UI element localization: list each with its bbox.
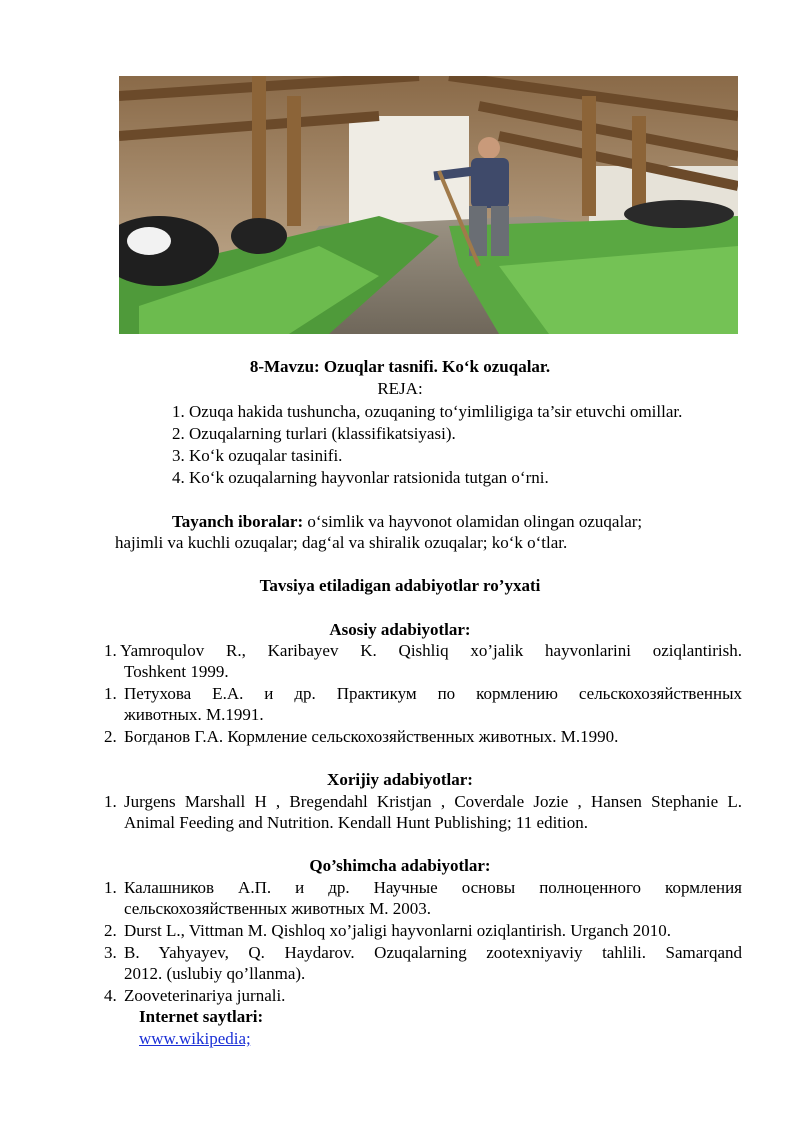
ref-text-continued: животных. М.1991. — [124, 705, 264, 724]
plan-item: 1. Ozuqa hakida tushuncha, ozuqaning to‘yimliligiga ta’sir etuvchi omillar. — [172, 402, 683, 421]
plan-item: 3. Ko‘k ozuqalar tasinifi. — [172, 446, 343, 465]
keywords-text: o‘simlik va hayvonot olamidan olingan ozuqalar; — [303, 512, 643, 531]
plan-item: 2. Ozuqalarning turlari (klassifikatsiyasi). — [172, 424, 456, 443]
ref-text: Петухова Е.А. и др. Практикум по кормлению сельскохозяйственных — [124, 684, 742, 703]
barn-photo — [119, 76, 738, 334]
ref-number: 4. — [104, 986, 117, 1005]
ref-text-continued: 2012. (uslubiy qo’llanma). — [124, 964, 306, 983]
main-refs-title: Asosiy adabiyotlar: — [329, 620, 471, 639]
wikipedia-link[interactable]: www.wikipedia; — [139, 1029, 251, 1048]
topic-title: 8-Mavzu: Ozuqlar tasnifi. Ko‘k ozuqalar. — [249, 357, 551, 376]
ref-number: 2. — [104, 727, 117, 746]
ref-text: Zooveterinariya jurnali. — [124, 986, 286, 1005]
ref-number: 3. — [104, 943, 117, 962]
ref-text: Jurgens Marshall H , Bregendahl Kristjan , Coverdale Jozie , Hansen Stephanie L. — [124, 792, 742, 811]
ref-text-continued: Toshkent 1999. — [124, 662, 229, 681]
plan-item: 4. Ko‘k ozuqalarning hayvonlar ratsionida tutgan o‘rni. — [172, 468, 549, 487]
ref-number: 1. — [104, 792, 117, 811]
ref-text: Калашников А.П. и др. Научные основы полноценного кормления — [124, 878, 742, 897]
ref-text: Богданов Г.А. Кормление сельскохозяйственных животных. М.1990. — [124, 727, 619, 746]
internet-title: Internet saytlari: — [139, 1007, 264, 1026]
foreign-refs-title: Xorijiy adabiyotlar: — [327, 770, 473, 789]
ref-text-continued: сельскохозяйственных животных М. 2003. — [124, 899, 431, 918]
keywords-text-continued: hajimli va kuchli ozuqalar; dag‘al va shiralik ozuqalar; ko‘k o‘tlar. — [115, 533, 568, 552]
ref-text: Durst L., Vittman M. Qishloq xo’jaligi hayvonlarni oziqlantirish. Urganch 2010. — [124, 921, 672, 940]
extra-refs-title: Qo’shimcha adabiyotlar: — [309, 856, 491, 875]
references-title: Tavsiya etiladigan adabiyotlar ro’yxati — [259, 576, 541, 595]
plan-title: REJA: — [377, 379, 423, 398]
keywords-label: Tayanch iboralar: — [172, 512, 304, 531]
ref-text: Yamroqulov R., Karibayev K. Qishliq xo’jalik hayvonlarini oziqlantirish. — [120, 641, 742, 660]
ref-text-continued: Animal Feeding and Nutrition. Kendall Hunt Publishing; 11 edition. — [124, 813, 588, 832]
ref-number: 1. — [104, 641, 117, 660]
internet-link-row — [139, 1029, 251, 1049]
ref-text: B. Yahyayev, Q. Haydarov. Ozuqalarning zootexniyaviy tahlili. Samarqand — [124, 943, 742, 962]
ref-number: 1. — [104, 878, 117, 897]
keywords-line — [172, 512, 642, 532]
ref-number: 2. — [104, 921, 117, 940]
ref-number: 1. — [104, 684, 117, 703]
